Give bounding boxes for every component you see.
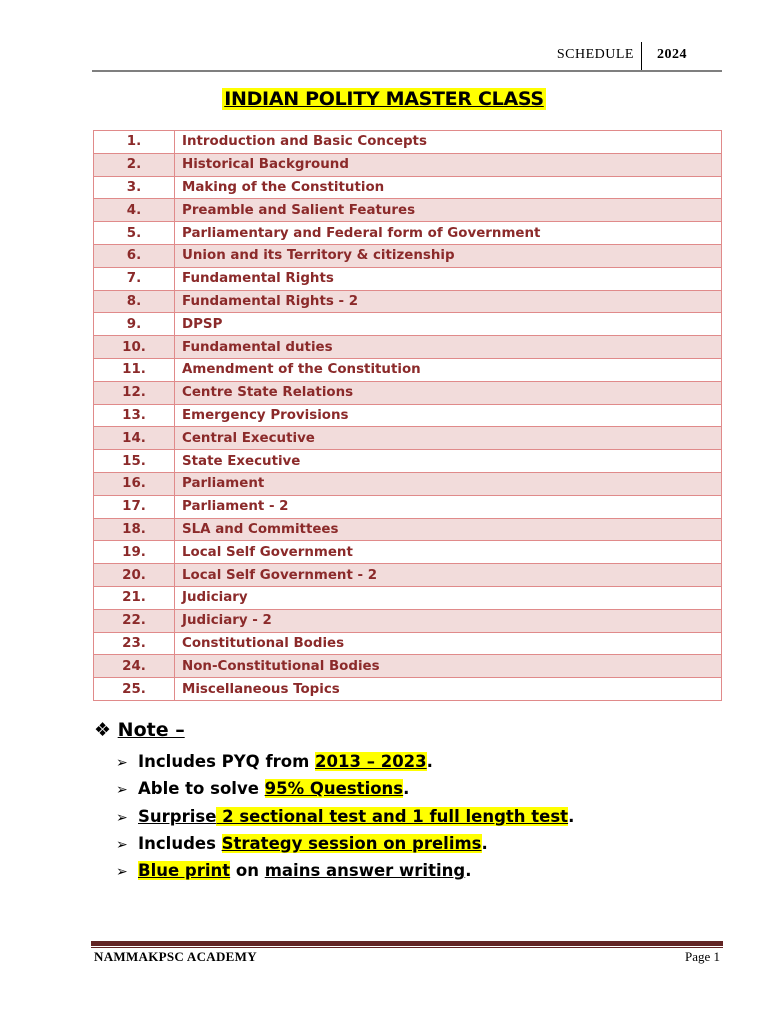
note-item	[116, 832, 574, 859]
row-topic: Making of the Constitution	[175, 176, 722, 199]
arrow-bullet-icon: ➢	[116, 755, 128, 771]
page-title-container	[0, 88, 768, 110]
table-row	[94, 495, 722, 518]
row-number: 6.	[94, 244, 175, 267]
note-list	[116, 750, 574, 886]
table-row	[94, 678, 722, 701]
table-row	[94, 358, 722, 381]
row-topic: Parliament - 2	[175, 495, 722, 518]
arrow-bullet-icon: ➢	[116, 782, 128, 799]
table-row	[94, 153, 722, 176]
row-topic: Parliament	[175, 472, 722, 495]
table-row	[94, 381, 722, 404]
row-topic: Union and its Territory & citizenship	[175, 244, 722, 267]
row-number: 17.	[94, 495, 175, 518]
row-number: 1.	[94, 131, 175, 154]
row-topic: State Executive	[175, 450, 722, 473]
row-number: 11.	[94, 358, 175, 381]
page-title: INDIAN POLITY MASTER CLASS	[224, 88, 544, 110]
note-text: Surprise	[138, 806, 217, 826]
row-topic: Fundamental duties	[175, 336, 722, 359]
row-number: 24.	[94, 655, 175, 678]
row-topic: DPSP	[175, 313, 722, 336]
row-number: 8.	[94, 290, 175, 313]
note-text: .	[465, 861, 472, 881]
footer-divider	[91, 941, 723, 946]
row-topic: Judiciary	[175, 586, 722, 609]
row-number: 13.	[94, 404, 175, 427]
row-topic: Miscellaneous Topics	[175, 678, 722, 701]
table-row	[94, 313, 722, 336]
note-text: on	[230, 861, 265, 881]
table-row	[94, 244, 722, 267]
footer-page-number: Page 1	[684, 949, 720, 964]
table-row	[94, 131, 722, 154]
table-row	[94, 632, 722, 655]
diamond-bullet-icon: ❖	[94, 719, 112, 741]
row-number: 16.	[94, 472, 175, 495]
row-topic: Local Self Government	[175, 541, 722, 564]
row-number: 22.	[94, 609, 175, 632]
note-text: mains answer writing	[264, 861, 466, 881]
table-row	[94, 564, 722, 587]
note-text: Able to solve	[138, 779, 265, 799]
schedule-table	[93, 130, 722, 701]
row-number: 23.	[94, 632, 175, 655]
row-topic: Local Self Government - 2	[175, 564, 722, 587]
note-text: .	[426, 752, 433, 771]
row-topic: Parliamentary and Federal form of Government	[175, 222, 722, 245]
table-row	[94, 472, 722, 495]
row-number: 25.	[94, 678, 175, 701]
header-year: 2024	[657, 47, 687, 62]
row-topic: Introduction and Basic Concepts	[175, 131, 722, 154]
note-text: .	[568, 806, 575, 826]
row-number: 4.	[94, 199, 175, 222]
row-topic: Emergency Provisions	[175, 404, 722, 427]
note-highlight: 95% Questions	[264, 779, 404, 799]
table-row	[94, 404, 722, 427]
arrow-bullet-icon: ➢	[116, 864, 128, 881]
arrow-bullet-icon: ➢	[116, 836, 128, 853]
note-item	[116, 777, 574, 804]
row-topic: Constitutional Bodies	[175, 632, 722, 655]
table-row	[94, 655, 722, 678]
note-item	[116, 750, 574, 777]
row-number: 10.	[94, 336, 175, 359]
note-item	[116, 859, 574, 886]
arrow-bullet-icon: ➢	[116, 809, 128, 826]
row-number: 15.	[94, 450, 175, 473]
row-number: 20.	[94, 564, 175, 587]
row-number: 9.	[94, 313, 175, 336]
table-row	[94, 518, 722, 541]
note-item	[116, 805, 574, 832]
row-number: 7.	[94, 267, 175, 290]
row-number: 18.	[94, 518, 175, 541]
row-topic: Preamble and Salient Features	[175, 199, 722, 222]
row-topic: Central Executive	[175, 427, 722, 450]
table-row	[94, 450, 722, 473]
note-highlight: 2 sectional test and 1 full length test	[216, 806, 569, 826]
row-topic: Fundamental Rights - 2	[175, 290, 722, 313]
row-topic: Fundamental Rights	[175, 267, 722, 290]
table-row	[94, 199, 722, 222]
row-number: 5.	[94, 222, 175, 245]
header-schedule-label: SCHEDULE	[556, 47, 634, 62]
note-text: Includes PYQ from	[138, 752, 316, 771]
row-topic: SLA and Committees	[175, 518, 722, 541]
note-label: Note –	[117, 719, 185, 741]
row-topic: Non-Constitutional Bodies	[175, 655, 722, 678]
row-number: 21.	[94, 586, 175, 609]
table-row	[94, 267, 722, 290]
row-topic: Amendment of the Constitution	[175, 358, 722, 381]
note-highlight: Blue print	[138, 861, 231, 881]
note-highlight: Strategy session on prelims	[221, 833, 482, 853]
note-heading	[94, 719, 185, 741]
note-text: Includes	[138, 833, 222, 853]
page-header	[92, 42, 722, 72]
row-topic: Historical Background	[175, 153, 722, 176]
row-topic: Judiciary - 2	[175, 609, 722, 632]
note-text: .	[481, 833, 488, 853]
table-row	[94, 541, 722, 564]
header-separator	[641, 42, 642, 70]
note-highlight: 2013 – 2023	[315, 752, 427, 771]
footer-academy: NAMMAKPSC ACADEMY	[94, 949, 257, 964]
table-row	[94, 336, 722, 359]
row-number: 2.	[94, 153, 175, 176]
table-row	[94, 586, 722, 609]
row-number: 12.	[94, 381, 175, 404]
table-row	[94, 176, 722, 199]
note-text: .	[403, 779, 410, 799]
table-row	[94, 290, 722, 313]
row-number: 19.	[94, 541, 175, 564]
table-row	[94, 427, 722, 450]
table-row	[94, 222, 722, 245]
row-number: 3.	[94, 176, 175, 199]
row-number: 14.	[94, 427, 175, 450]
footer-divider-thin	[91, 947, 723, 948]
table-row	[94, 609, 722, 632]
row-topic: Centre State Relations	[175, 381, 722, 404]
